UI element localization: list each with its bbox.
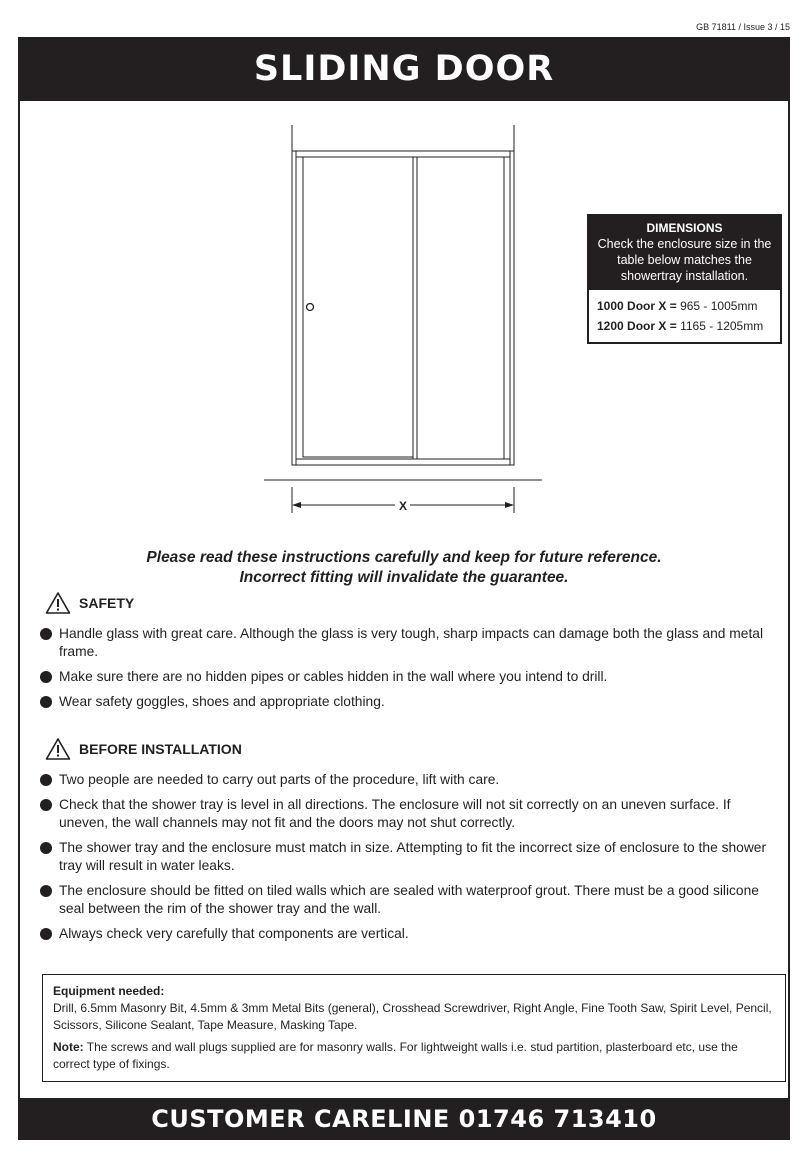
enclosure-outer-frame (292, 151, 514, 465)
before-installation-heading (45, 737, 242, 761)
list-item-text: Wear safety goggles, shoes and appropriate clothing. (59, 694, 385, 709)
safety-list (40, 625, 770, 718)
bullet-dot (40, 774, 52, 786)
list-item (40, 925, 770, 943)
dimension-arrow-right (505, 502, 514, 508)
door-panel-right (413, 157, 504, 459)
dimension-row (597, 296, 772, 316)
list-item-text: Handle glass with great care. Although the glass is very tough, sharp impacts can damage both the glass and metal frame. (59, 626, 764, 659)
bullet-dot (40, 928, 52, 940)
equipment-section (53, 983, 775, 1034)
careline-bar (18, 1098, 790, 1140)
enclosure-inner-frame (296, 151, 510, 465)
list-item (40, 625, 770, 661)
bullet-dot (40, 671, 52, 683)
bullet-dot (40, 799, 52, 811)
dimensions-table (589, 290, 780, 342)
before-installation-heading-text: BEFORE INSTALLATION (79, 741, 242, 757)
page-border-left (18, 101, 20, 1098)
dimensions-box (587, 214, 782, 344)
list-item-text: The shower tray and the enclosure must match in size. Attempting to fit the incorrect size of enclosure to the shower tray will result in water leaks. (59, 840, 767, 873)
dimension-row (597, 316, 772, 336)
safety-heading (45, 591, 134, 615)
dimension-row-value: 1165 - 1205mm (680, 319, 764, 333)
warning-triangle-icon (45, 591, 71, 615)
dimension-row-label: 1200 Door X = (597, 319, 677, 333)
equipment-box (42, 974, 786, 1082)
equipment-heading: Equipment needed: (53, 984, 165, 998)
dimension-row-value: 965 - 1005mm (680, 299, 758, 313)
note-label: Note: (53, 1040, 84, 1054)
door-handle (307, 304, 314, 311)
dimensions-header (589, 216, 780, 290)
careline-text: CUSTOMER CARELINE 01746 713410 (151, 1105, 657, 1133)
page-title: SLIDING DOOR (253, 49, 555, 89)
dimensions-description: Check the enclosure size in the table below matches the showertray installation. (597, 237, 772, 283)
dimension-row-label: 1000 Door X = (597, 299, 677, 313)
note-text: The screws and wall plugs supplied are for masonry walls. For lightweight walls i.e. stud partition, plasterboard etc, use the correct type of fixings. (53, 1040, 738, 1071)
sliding-door-diagram (255, 125, 555, 520)
note-section (53, 1039, 775, 1073)
list-item (40, 839, 770, 875)
list-item (40, 693, 770, 711)
list-item (40, 796, 770, 832)
bullet-dot (40, 842, 52, 854)
dimension-label-x: X (398, 499, 408, 513)
list-item-text: Always check very carefully that components are vertical. (59, 926, 409, 941)
door-panel-left (303, 157, 413, 457)
bullet-dot (40, 885, 52, 897)
equipment-text: Drill, 6.5mm Masonry Bit, 4.5mm & 3mm Metal Bits (general), Crosshead Screwdriver, Right Angle, Fine Tooth Saw, Spirit Level, Pencil, Scissors, Silicone Sealant, Tape Measure, Masking Tape. (53, 1001, 772, 1032)
list-item (40, 771, 770, 789)
list-item (40, 668, 770, 686)
safety-heading-text: SAFETY (79, 595, 135, 611)
bullet-dot (40, 628, 52, 640)
page-border-right (788, 101, 790, 1098)
intro-text (0, 548, 808, 588)
list-item-text: The enclosure should be fitted on tiled walls which are sealed with waterproof grout. There must be a good silicone seal between the rim of the shower tray and the wall. (59, 883, 759, 916)
warning-triangle-icon (45, 737, 71, 761)
intro-line-2: Incorrect fitting will invalidate the guarantee. (239, 569, 569, 586)
list-item-text: Two people are needed to carry out parts of the procedure, lift with care. (59, 772, 500, 787)
bullet-dot (40, 696, 52, 708)
dimension-arrow-left (292, 502, 301, 508)
before-installation-list (40, 771, 770, 950)
dimensions-heading: DIMENSIONS (646, 221, 723, 235)
list-item-text: Check that the shower tray is level in all directions. The enclosure will not sit correctly on an uneven surface. If uneven, the wall channels may not fit and the doors may not shut correctly. (59, 797, 731, 830)
issue-number: GB 71811 / Issue 3 / 15 (696, 22, 790, 32)
list-item (40, 882, 770, 918)
intro-line-1: Please read these instructions carefully and keep for future reference. (146, 549, 662, 566)
title-bar (18, 37, 790, 101)
list-item-text: Make sure there are no hidden pipes or cables hidden in the wall where you intend to drill. (59, 669, 608, 684)
